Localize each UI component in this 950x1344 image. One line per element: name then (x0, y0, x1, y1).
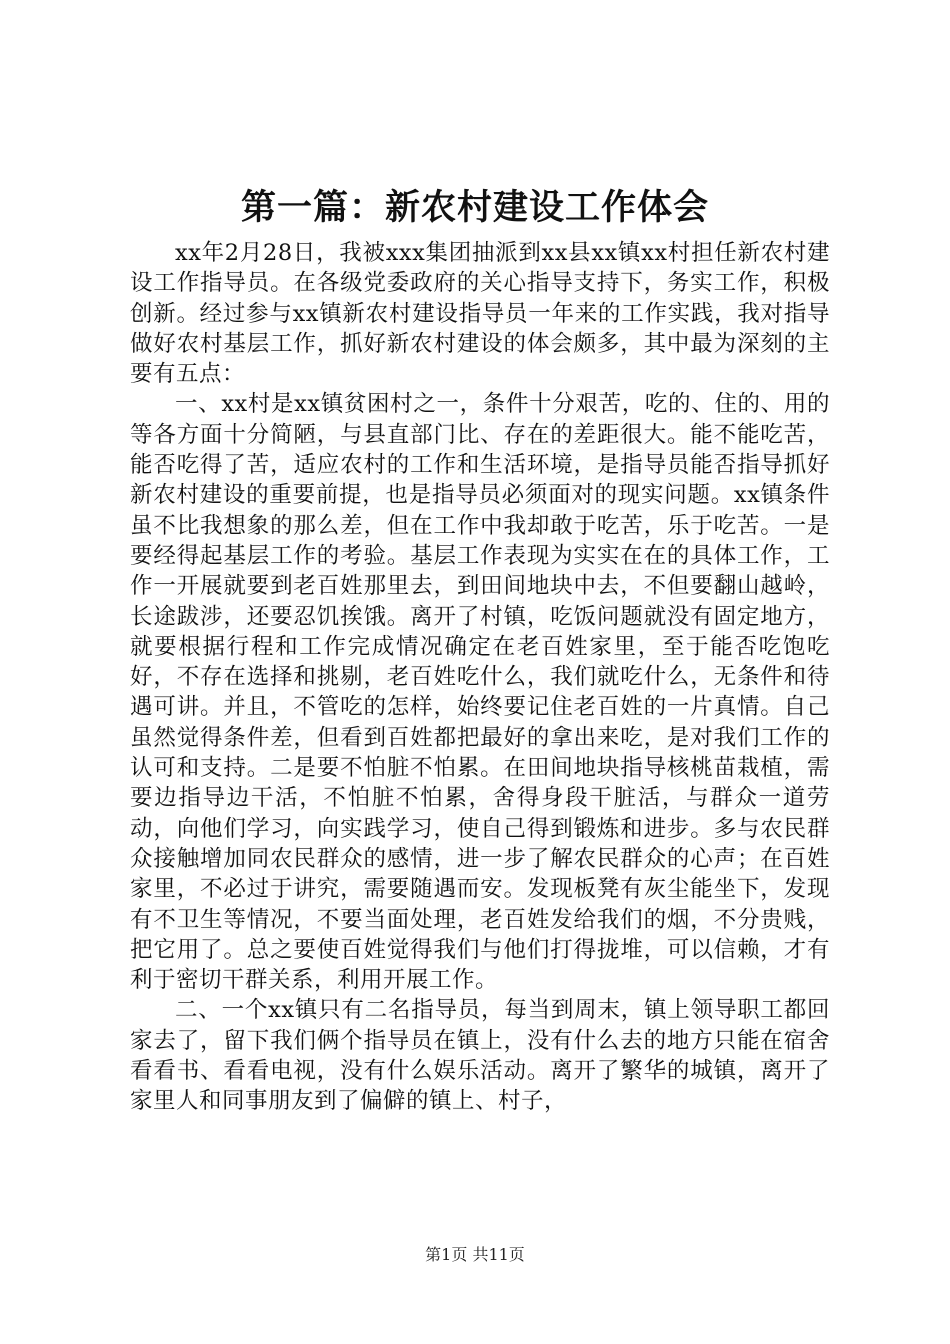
document-body (130, 238, 830, 1117)
page-number-footer: 第1页 共11页 (425, 1245, 525, 1264)
paragraph-point-one: 一、xx村是xx镇贫困村之一，条件十分艰苦，吃的、住的、用的等各方面十分简陋，与县直部门比、存在的差距很大。能不能吃苦，能否吃得了苦，适应农村的工作和生活环境，是指导员能否指导抓好新农村建设的重要前提，也是指导员必须面对的现实问题。xx镇条件虽不比我想象的那么差，但在工作中我却敢于吃苦，乐于吃苦。一是要经得起基层工作的考验。基层工作表现为实实在在的具体工作，工作一开展就要到老百姓那里去，到田间地块中去，不但要翻山越岭，长途跋涉，还要忍饥挨饿。离开了村镇，吃饭问题就没有固定地方，就要根据行程和工作完成情况确定在老百姓家里，至于能否吃饱吃好，不存在选择和挑剔，老百姓吃什么，我们就吃什么，无条件和待遇可讲。并且，不管吃的怎样，始终要记住老百姓的一片真情。自己虽然觉得条件差，但看到百姓都把最好的拿出来吃，是对我们工作的认可和支持。二是要不怕脏不怕累。在田间地块指导核桃苗栽植，需要边指导边干活，不怕脏不怕累，舍得身段干脏活，与群众一道劳动，向他们学习，向实践学习，使自己得到锻炼和进步。多与农民群众接触增加同农民群众的感情，进一步了解农民群众的心声；在百姓家里，不必过于讲究，需要随遇而安。发现板凳有灰尘能坐下，发现有不卫生等情况，不要当面处理，老百姓发给我们的烟，不分贵贱，把它用了。总之要使百姓觉得我们与他们打得拢堆，可以信赖，才有利于密切干群关系，利用开展工作。 (130, 391, 830, 994)
document-title: 第一篇：新农村建设工作体会 (240, 187, 709, 228)
paragraph-point-two: 二、一个xx镇只有二名指导员，每当到周末，镇上领导职工都回家去了，留下我们俩个指导员在镇上，没有什么去的地方只能在宿舍看看书、看看电视，没有什么娱乐活动。离开了繁华的城镇，离开了家里人和同事朋友到了偏僻的镇上、村子， (130, 997, 830, 1115)
paragraph-intro: xx年2月28日，我被xxx集团抽派到xx县xx镇xx村担任新农村建设工作指导员。在各级党委政府的关心指导支持下，务实工作，积极创新。经过参与xx镇新农村建设指导员一年来的工作实践，我对指导做好农村基层工作，抓好新农村建设的体会颇多，其中最为深刻的主要有五点： (130, 240, 830, 388)
